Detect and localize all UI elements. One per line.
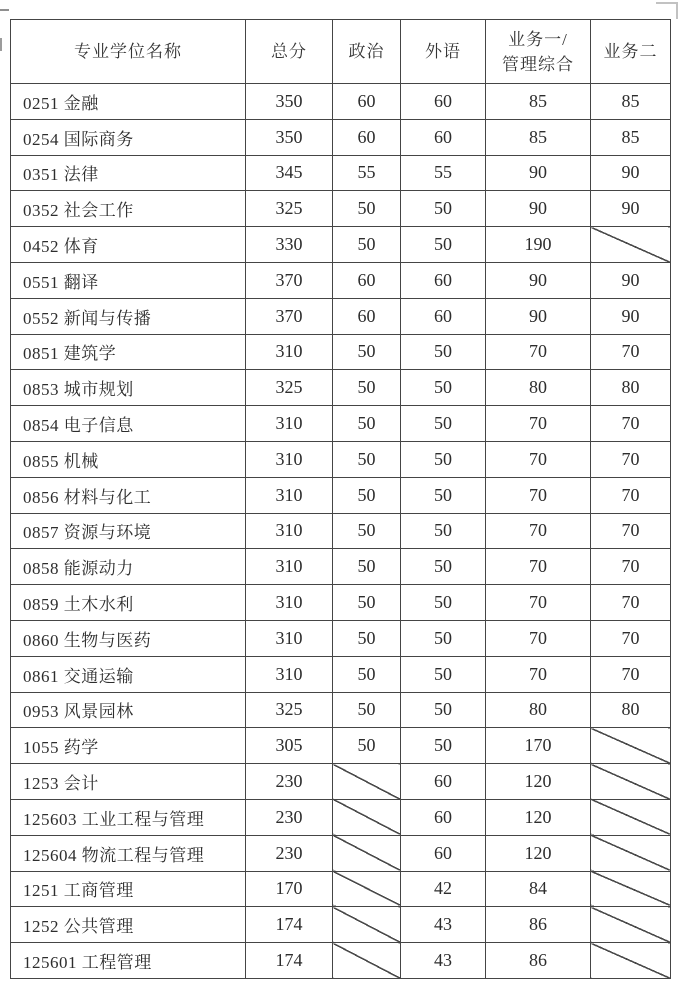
cell-politics: 60 <box>333 262 401 298</box>
cell-total: 310 <box>246 585 333 621</box>
cell-business2: 80 <box>591 370 671 406</box>
header-row <box>11 20 671 84</box>
table-row <box>11 871 671 907</box>
cell-name: 0552 新闻与传播 <box>11 298 246 334</box>
table-header <box>11 20 671 84</box>
cell-total: 230 <box>246 764 333 800</box>
cell-business1: 80 <box>486 370 591 406</box>
table-row <box>11 477 671 513</box>
cell-business2-slash <box>591 835 671 871</box>
cell-business1: 120 <box>486 799 591 835</box>
cell-name: 0953 风景园林 <box>11 692 246 728</box>
cell-business2-slash <box>591 907 671 943</box>
cell-name: 125603 工业工程与管理 <box>11 799 246 835</box>
cell-total: 310 <box>246 406 333 442</box>
cell-name: 0452 体育 <box>11 227 246 263</box>
cell-name: 1253 会计 <box>11 764 246 800</box>
cell-foreign: 50 <box>401 441 486 477</box>
cell-business2: 70 <box>591 513 671 549</box>
table-row <box>11 692 671 728</box>
cell-politics: 50 <box>333 370 401 406</box>
cell-foreign: 50 <box>401 656 486 692</box>
cell-politics-slash <box>333 799 401 835</box>
cell-name: 125604 物流工程与管理 <box>11 835 246 871</box>
cell-name: 0853 城市规划 <box>11 370 246 406</box>
cell-business2: 70 <box>591 334 671 370</box>
table-row <box>11 227 671 263</box>
cell-total: 310 <box>246 620 333 656</box>
cell-business2: 90 <box>591 262 671 298</box>
cell-name: 0851 建筑学 <box>11 334 246 370</box>
table-row <box>11 262 671 298</box>
header-business1 <box>486 20 591 84</box>
table-row <box>11 119 671 155</box>
table-row <box>11 656 671 692</box>
cell-business1: 86 <box>486 907 591 943</box>
cell-foreign: 50 <box>401 728 486 764</box>
cell-foreign: 43 <box>401 943 486 979</box>
cell-politics: 60 <box>333 84 401 120</box>
cell-total: 345 <box>246 155 333 191</box>
cell-business2-slash <box>591 943 671 979</box>
cell-total: 310 <box>246 441 333 477</box>
header-business2: 业务二 <box>591 20 671 84</box>
cell-politics: 50 <box>333 656 401 692</box>
cell-business2: 90 <box>591 298 671 334</box>
cell-foreign: 60 <box>401 262 486 298</box>
cell-politics: 50 <box>333 477 401 513</box>
cell-politics: 50 <box>333 728 401 764</box>
cell-politics: 50 <box>333 227 401 263</box>
table-row <box>11 406 671 442</box>
cell-politics: 60 <box>333 119 401 155</box>
cell-name: 0859 土木水利 <box>11 585 246 621</box>
table-row <box>11 334 671 370</box>
cell-foreign: 55 <box>401 155 486 191</box>
cell-total: 370 <box>246 262 333 298</box>
cell-politics: 50 <box>333 549 401 585</box>
cell-total: 350 <box>246 84 333 120</box>
cell-business1: 70 <box>486 585 591 621</box>
cell-foreign: 50 <box>401 477 486 513</box>
cell-business2: 80 <box>591 692 671 728</box>
cell-business1: 70 <box>486 406 591 442</box>
cell-business2-slash <box>591 764 671 800</box>
cell-politics-slash <box>333 871 401 907</box>
cell-foreign: 50 <box>401 370 486 406</box>
cell-politics-slash <box>333 835 401 871</box>
table-row <box>11 370 671 406</box>
cell-foreign: 60 <box>401 84 486 120</box>
cell-foreign: 50 <box>401 227 486 263</box>
cell-business2: 70 <box>591 620 671 656</box>
cell-business1: 85 <box>486 119 591 155</box>
cell-name: 0858 能源动力 <box>11 549 246 585</box>
cell-foreign: 50 <box>401 334 486 370</box>
cell-business2: 70 <box>591 585 671 621</box>
cell-business1: 70 <box>486 620 591 656</box>
cell-business2: 70 <box>591 549 671 585</box>
edge-artifact-top-left-vertical <box>0 38 2 51</box>
cell-foreign: 60 <box>401 835 486 871</box>
cell-total: 325 <box>246 191 333 227</box>
cell-business1: 70 <box>486 441 591 477</box>
cell-name: 1055 药学 <box>11 728 246 764</box>
cell-politics: 60 <box>333 298 401 334</box>
cell-business2-slash <box>591 799 671 835</box>
table-row <box>11 441 671 477</box>
cell-foreign: 50 <box>401 692 486 728</box>
cell-politics-slash <box>333 764 401 800</box>
cell-name: 0854 电子信息 <box>11 406 246 442</box>
cell-foreign: 50 <box>401 191 486 227</box>
cell-politics: 50 <box>333 191 401 227</box>
cell-business2: 70 <box>591 477 671 513</box>
cell-politics: 50 <box>333 406 401 442</box>
cell-business1: 90 <box>486 298 591 334</box>
table-row <box>11 585 671 621</box>
cell-business1: 90 <box>486 262 591 298</box>
cell-total: 305 <box>246 728 333 764</box>
table-row <box>11 943 671 979</box>
cell-foreign: 42 <box>401 871 486 907</box>
table-body <box>11 84 671 979</box>
cell-business2-slash <box>591 728 671 764</box>
cell-business2-slash <box>591 227 671 263</box>
cell-total: 230 <box>246 835 333 871</box>
cell-name: 0855 机械 <box>11 441 246 477</box>
table-row <box>11 907 671 943</box>
cell-name: 0860 生物与医药 <box>11 620 246 656</box>
cell-foreign: 60 <box>401 298 486 334</box>
cell-business1: 90 <box>486 191 591 227</box>
cell-total: 310 <box>246 477 333 513</box>
cell-business2: 90 <box>591 155 671 191</box>
cell-foreign: 50 <box>401 549 486 585</box>
cell-total: 174 <box>246 943 333 979</box>
cell-business1: 70 <box>486 656 591 692</box>
table-row <box>11 191 671 227</box>
cell-business2: 90 <box>591 191 671 227</box>
cell-name: 0352 社会工作 <box>11 191 246 227</box>
cell-total: 170 <box>246 871 333 907</box>
cell-business2: 85 <box>591 84 671 120</box>
cell-total: 310 <box>246 549 333 585</box>
cell-business1: 90 <box>486 155 591 191</box>
cell-business1: 120 <box>486 764 591 800</box>
cell-business1: 120 <box>486 835 591 871</box>
cell-name: 1252 公共管理 <box>11 907 246 943</box>
cell-business2: 85 <box>591 119 671 155</box>
table-row <box>11 835 671 871</box>
cell-foreign: 50 <box>401 585 486 621</box>
cell-name: 0251 金融 <box>11 84 246 120</box>
table-row <box>11 155 671 191</box>
cell-politics: 50 <box>333 620 401 656</box>
cell-foreign: 50 <box>401 620 486 656</box>
admission-score-table <box>10 19 671 979</box>
cell-name: 0254 国际商务 <box>11 119 246 155</box>
table-row <box>11 764 671 800</box>
cell-business2: 70 <box>591 656 671 692</box>
cell-total: 350 <box>246 119 333 155</box>
cell-business1: 70 <box>486 549 591 585</box>
cell-total: 325 <box>246 692 333 728</box>
cell-foreign: 60 <box>401 764 486 800</box>
cell-total: 174 <box>246 907 333 943</box>
cell-business1: 70 <box>486 513 591 549</box>
cell-foreign: 50 <box>401 513 486 549</box>
cell-name: 0856 材料与化工 <box>11 477 246 513</box>
cell-total: 230 <box>246 799 333 835</box>
cell-foreign: 60 <box>401 119 486 155</box>
cell-politics: 50 <box>333 513 401 549</box>
cell-total: 310 <box>246 334 333 370</box>
header-foreign-language: 外语 <box>401 20 486 84</box>
table-row <box>11 298 671 334</box>
cell-total: 310 <box>246 513 333 549</box>
cell-name: 1251 工商管理 <box>11 871 246 907</box>
header-business1-line1: 业务一/ <box>508 29 568 49</box>
header-business1-line2: 管理综合 <box>502 54 574 74</box>
cell-total: 325 <box>246 370 333 406</box>
table-row <box>11 84 671 120</box>
cell-politics: 50 <box>333 585 401 621</box>
header-politics: 政治 <box>333 20 401 84</box>
cell-business1: 86 <box>486 943 591 979</box>
cell-business1: 80 <box>486 692 591 728</box>
table-row <box>11 620 671 656</box>
cell-name: 0551 翻译 <box>11 262 246 298</box>
cell-foreign: 60 <box>401 799 486 835</box>
cell-politics-slash <box>333 907 401 943</box>
cell-business1: 190 <box>486 227 591 263</box>
cell-politics: 50 <box>333 441 401 477</box>
table-row <box>11 799 671 835</box>
edge-artifact-top-right-corner <box>656 2 678 19</box>
cell-business1: 70 <box>486 477 591 513</box>
cell-business2: 70 <box>591 441 671 477</box>
cell-foreign: 50 <box>401 406 486 442</box>
cell-total: 330 <box>246 227 333 263</box>
header-degree-name: 专业学位名称 <box>11 20 246 84</box>
cell-name: 125601 工程管理 <box>11 943 246 979</box>
table-row <box>11 728 671 764</box>
table-row <box>11 549 671 585</box>
cell-business1: 84 <box>486 871 591 907</box>
table-row <box>11 513 671 549</box>
cell-name: 0351 法律 <box>11 155 246 191</box>
cell-business1: 170 <box>486 728 591 764</box>
edge-artifact-top-left-horizontal <box>0 9 9 11</box>
cell-foreign: 43 <box>401 907 486 943</box>
cell-total: 370 <box>246 298 333 334</box>
cell-business1: 85 <box>486 84 591 120</box>
cell-politics-slash <box>333 943 401 979</box>
cell-total: 310 <box>246 656 333 692</box>
cell-politics: 50 <box>333 692 401 728</box>
cell-business2: 70 <box>591 406 671 442</box>
header-total-score: 总分 <box>246 20 333 84</box>
cell-politics: 50 <box>333 334 401 370</box>
cell-politics: 55 <box>333 155 401 191</box>
cell-name: 0857 资源与环境 <box>11 513 246 549</box>
cell-business2-slash <box>591 871 671 907</box>
cell-business1: 70 <box>486 334 591 370</box>
cell-name: 0861 交通运输 <box>11 656 246 692</box>
